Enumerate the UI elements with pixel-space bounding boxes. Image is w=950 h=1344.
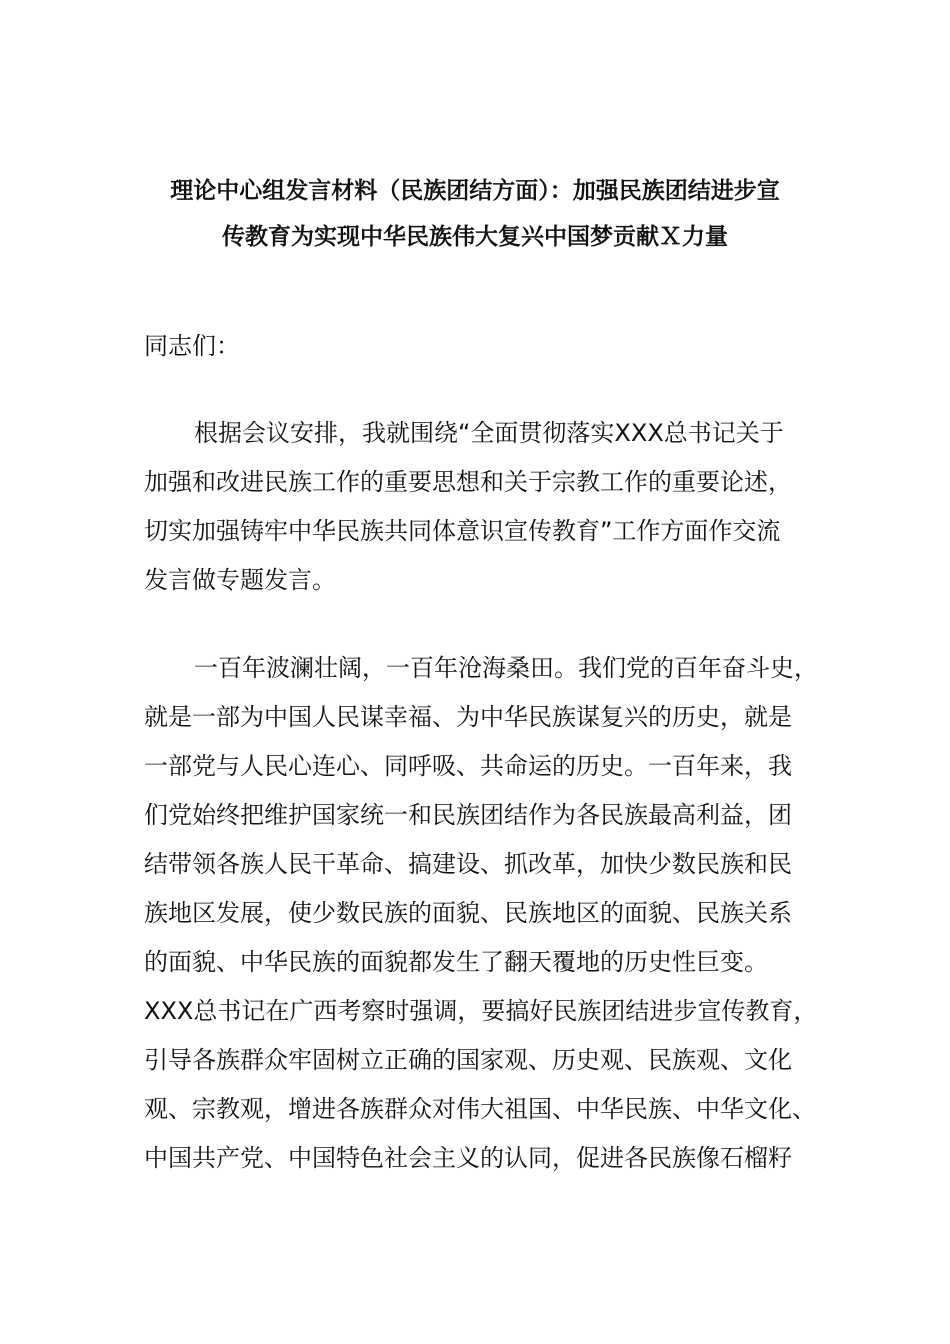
paragraph-2-line: 一百年波澜壮阔，一百年沧海桑田。我们党的百年奋斗史， [194, 654, 818, 682]
paragraph-2-line: 就是一部为中国人民谋幸福、为中华民族谋复兴的历史，就是 [144, 703, 792, 731]
paragraph-2-line: 中国共产党、中国特色社会主义的认同，促进各民族像石榴籽 [144, 1144, 792, 1172]
paragraph-2-line: 引导各族群众牢固树立正确的国家观、历史观、民族观、文化 [144, 1046, 792, 1074]
salutation [144, 322, 809, 371]
paragraph-2-line: XXX总书记在广西考察时强调，要搞好民族团结进步宣传教育， [144, 997, 818, 1025]
paragraph-1-line: 切实加强铸牢中华民族共同体意识宣传教育”工作方面作交流 [144, 517, 781, 545]
document-title [140, 168, 810, 260]
paragraph-2-line: 结带领各族人民干革命、搞建设、抓改革，加快少数民族和民 [144, 850, 792, 878]
paragraph-2-line: 族地区发展，使少数民族的面貌、民族地区的面貌、民族关系 [144, 899, 792, 927]
paragraph-2-line: 一部党与人民心连心、同呼吸、共命运的历史。一百年来，我 [144, 752, 792, 780]
paragraph-1-line: 发言做专题发言。 [144, 566, 336, 594]
title-line-1: 理论中心组发言材料（民族团结方面）：加强民族团结进步宣 [170, 178, 780, 204]
paragraph-1 [144, 409, 809, 605]
paragraph-1-line: 根据会议安排，我就围绕“全面贯彻落实XXX总书记关于 [194, 419, 784, 447]
paragraph-2-line: 观、宗教观，增进各族群众对伟大祖国、中华民族、中华文化、 [144, 1095, 816, 1123]
title-line-2: 传教育为实现中华民族伟大复兴中国梦贡献Ｘ力量 [222, 224, 728, 250]
paragraph-1-line: 加强和改进民族工作的重要思想和关于宗教工作的重要论述， [144, 468, 792, 496]
salutation-text: 同志们： [144, 332, 240, 360]
paragraph-2 [144, 644, 818, 1183]
paragraph-2-line: 们党始终把维护国家统一和民族团结作为各民族最高利益，团 [144, 801, 792, 829]
paragraph-2-line: 的面貌、中华民族的面貌都发生了翻天覆地的历史性巨变。 [144, 948, 768, 976]
